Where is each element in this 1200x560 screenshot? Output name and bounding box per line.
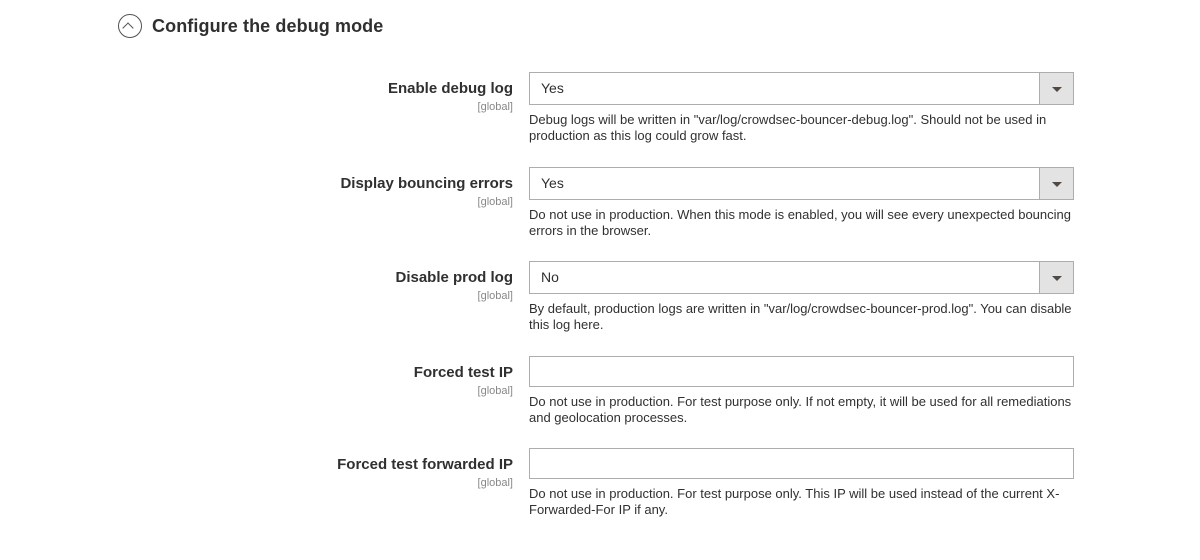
field-label-wrap — [0, 167, 529, 208]
page-title: Configure the debug mode — [152, 15, 384, 36]
chevron-up-circle-icon[interactable] — [118, 14, 142, 38]
field-label-wrap — [0, 448, 529, 489]
field-enable-debug-log — [0, 72, 1200, 145]
field-scope: [global] — [477, 477, 513, 489]
field-scope: [global] — [477, 384, 513, 397]
field-label: Disable prod log — [395, 269, 513, 286]
chevron-down-icon[interactable] — [1039, 168, 1073, 199]
disable-prod-log-select[interactable] — [529, 261, 1074, 294]
field-scope: [global] — [477, 290, 513, 302]
chevron-down-icon[interactable] — [1039, 73, 1073, 104]
field-help-text: Do not use in production. For test purpose only. If not empty, it will be used for all remediations and geolocation processes. — [529, 393, 1072, 425]
field-control — [529, 448, 1074, 519]
field-control — [529, 72, 1074, 145]
field-help-text: Do not use in production. For test purpose only. This IP will be used instead of the current X-Forwarded-For IP if any. — [529, 486, 1060, 518]
forced-test-ip-input[interactable] — [529, 356, 1074, 387]
select-value: No — [541, 269, 559, 285]
field-label: Forced test forwarded IP — [337, 456, 513, 473]
field-help-text: By default, production logs are written in "var/log/crowdsec-bouncer-prod.log". You can disable this log here. — [529, 301, 1072, 333]
display-bouncing-errors-select[interactable] — [529, 167, 1074, 200]
field-help-text: Debug logs will be written in "var/log/crowdsec-bouncer-debug.log". Should not be used in production as this log could grow fast. — [529, 112, 1047, 144]
field-label-wrap — [0, 261, 529, 302]
field-forced-test-forwarded-ip — [0, 448, 1200, 519]
field-scope: [global] — [477, 195, 513, 208]
field-label: Display bouncing errors — [340, 174, 513, 192]
field-forced-test-ip — [0, 356, 1200, 427]
field-help-text: Do not use in production. When this mode is enabled, you will see every unexpected bouncing errors in the browser. — [529, 206, 1071, 238]
field-control — [529, 356, 1074, 427]
field-control — [529, 167, 1074, 240]
field-label-wrap — [0, 72, 529, 113]
field-label: Enable debug log — [387, 80, 513, 97]
select-value: Yes — [541, 80, 564, 96]
select-value: Yes — [541, 174, 564, 191]
field-control — [529, 261, 1074, 334]
chevron-down-icon[interactable] — [1039, 262, 1073, 293]
debug-mode-form — [0, 38, 1200, 519]
enable-debug-log-select[interactable] — [529, 72, 1074, 105]
field-label-wrap — [0, 356, 529, 397]
field-label: Forced test IP — [413, 363, 513, 381]
field-disable-prod-log — [0, 261, 1200, 334]
forced-test-forwarded-ip-input[interactable] — [529, 448, 1074, 479]
section-header[interactable] — [0, 0, 1200, 38]
field-scope: [global] — [477, 101, 513, 113]
field-display-bouncing-errors — [0, 167, 1200, 240]
